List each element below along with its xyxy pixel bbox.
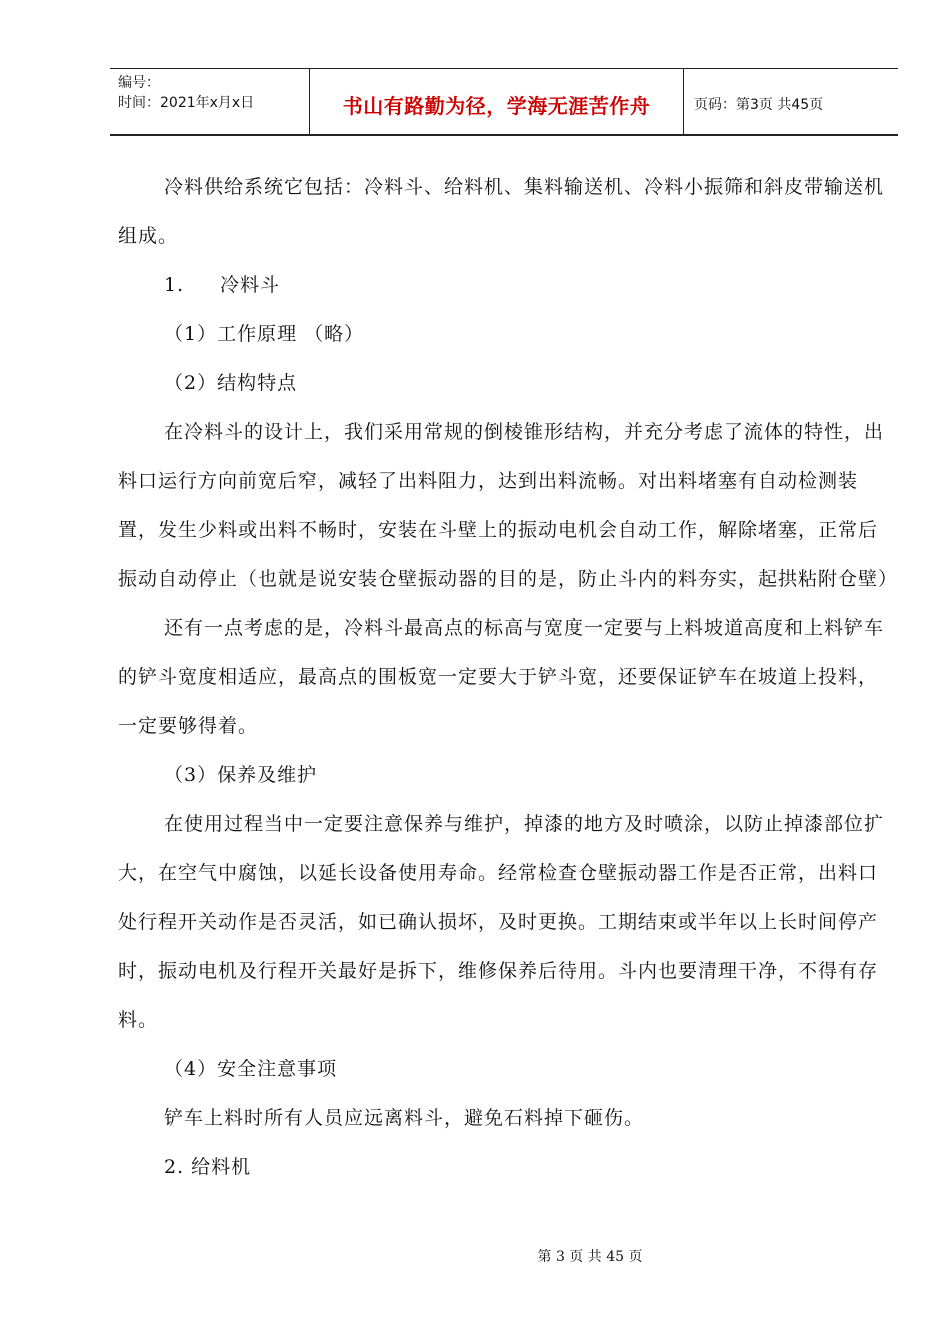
paragraph-structure: 在冷料斗的设计上，我们采用常规的倒棱锥形结构，并充分考虑了流体的特性，出料口运行方向前宽后窄，减轻了出料阻力，达到出料流畅。对出料堵塞有自动检测装置，发生少料或出料不畅时，安装在斗壁上的振动电机会自动工作，解除堵塞，正常后振动自动停止（也就是说安装仓壁振动器的目的是，防止斗内的料夯实，起拱粘附仓壁） — [118, 421, 899, 590]
header-meta — [110, 69, 310, 134]
section-heading-2: 2. 给料机 — [164, 1156, 252, 1178]
page-footer: 第 3 页 共 45 页 — [537, 1249, 643, 1265]
header-motto: 书山有路勤为径，学海无涯苦作舟 — [310, 69, 684, 134]
paragraph-safety: 铲车上料时所有人员应远离料斗，避免石料掉下砸伤。 — [164, 1107, 645, 1129]
paragraph-maintenance: 在使用过程当中一定要注意保养与维护，掉漆的地方及时喷涂，以防止掉漆部位扩大，在空气中腐蚀，以延长设备使用寿命。经常检查仓壁振动器工作是否正常，出料口处行程开关动作是否灵活，如已确认损坏，及时更换。工期结束或半年以上长时间停产时，振动电机及行程开关最好是拆下，维修保养后待用。斗内也要清理干净，不得有存料。 — [118, 813, 885, 1031]
time-label: 时间：2021年x月x日 — [118, 95, 255, 111]
subheading-maintenance: （3）保养及维护 — [164, 764, 318, 786]
subheading-structure: （2）结构特点 — [164, 372, 298, 394]
document-body — [118, 163, 899, 1192]
subheading-principle: （1）工作原理 （略） — [164, 323, 365, 345]
section-heading-1 — [118, 261, 890, 310]
paragraph-height: 还有一点考虑的是，冷料斗最高点的标高与宽度一定要与上料坡道高度和上料铲车的铲斗宽度相适应，最高点的围板宽一定要大于铲斗宽，还要保证铲车在坡道上投料，一定要够得着。 — [118, 617, 885, 737]
subheading-safety: （4）安全注意事项 — [164, 1058, 338, 1080]
page-header — [110, 68, 898, 136]
header-page-info: 页码：第3页 共45页 — [694, 96, 824, 113]
section-title: 冷料斗 — [220, 274, 281, 296]
intro-paragraph: 冷料供给系统它包括：冷料斗、给料机、集料输送机、冷料小振筛和斜皮带输送机组成。 — [118, 176, 885, 247]
serial-label: 编号： — [118, 75, 160, 91]
section-number: 1. — [164, 274, 185, 296]
